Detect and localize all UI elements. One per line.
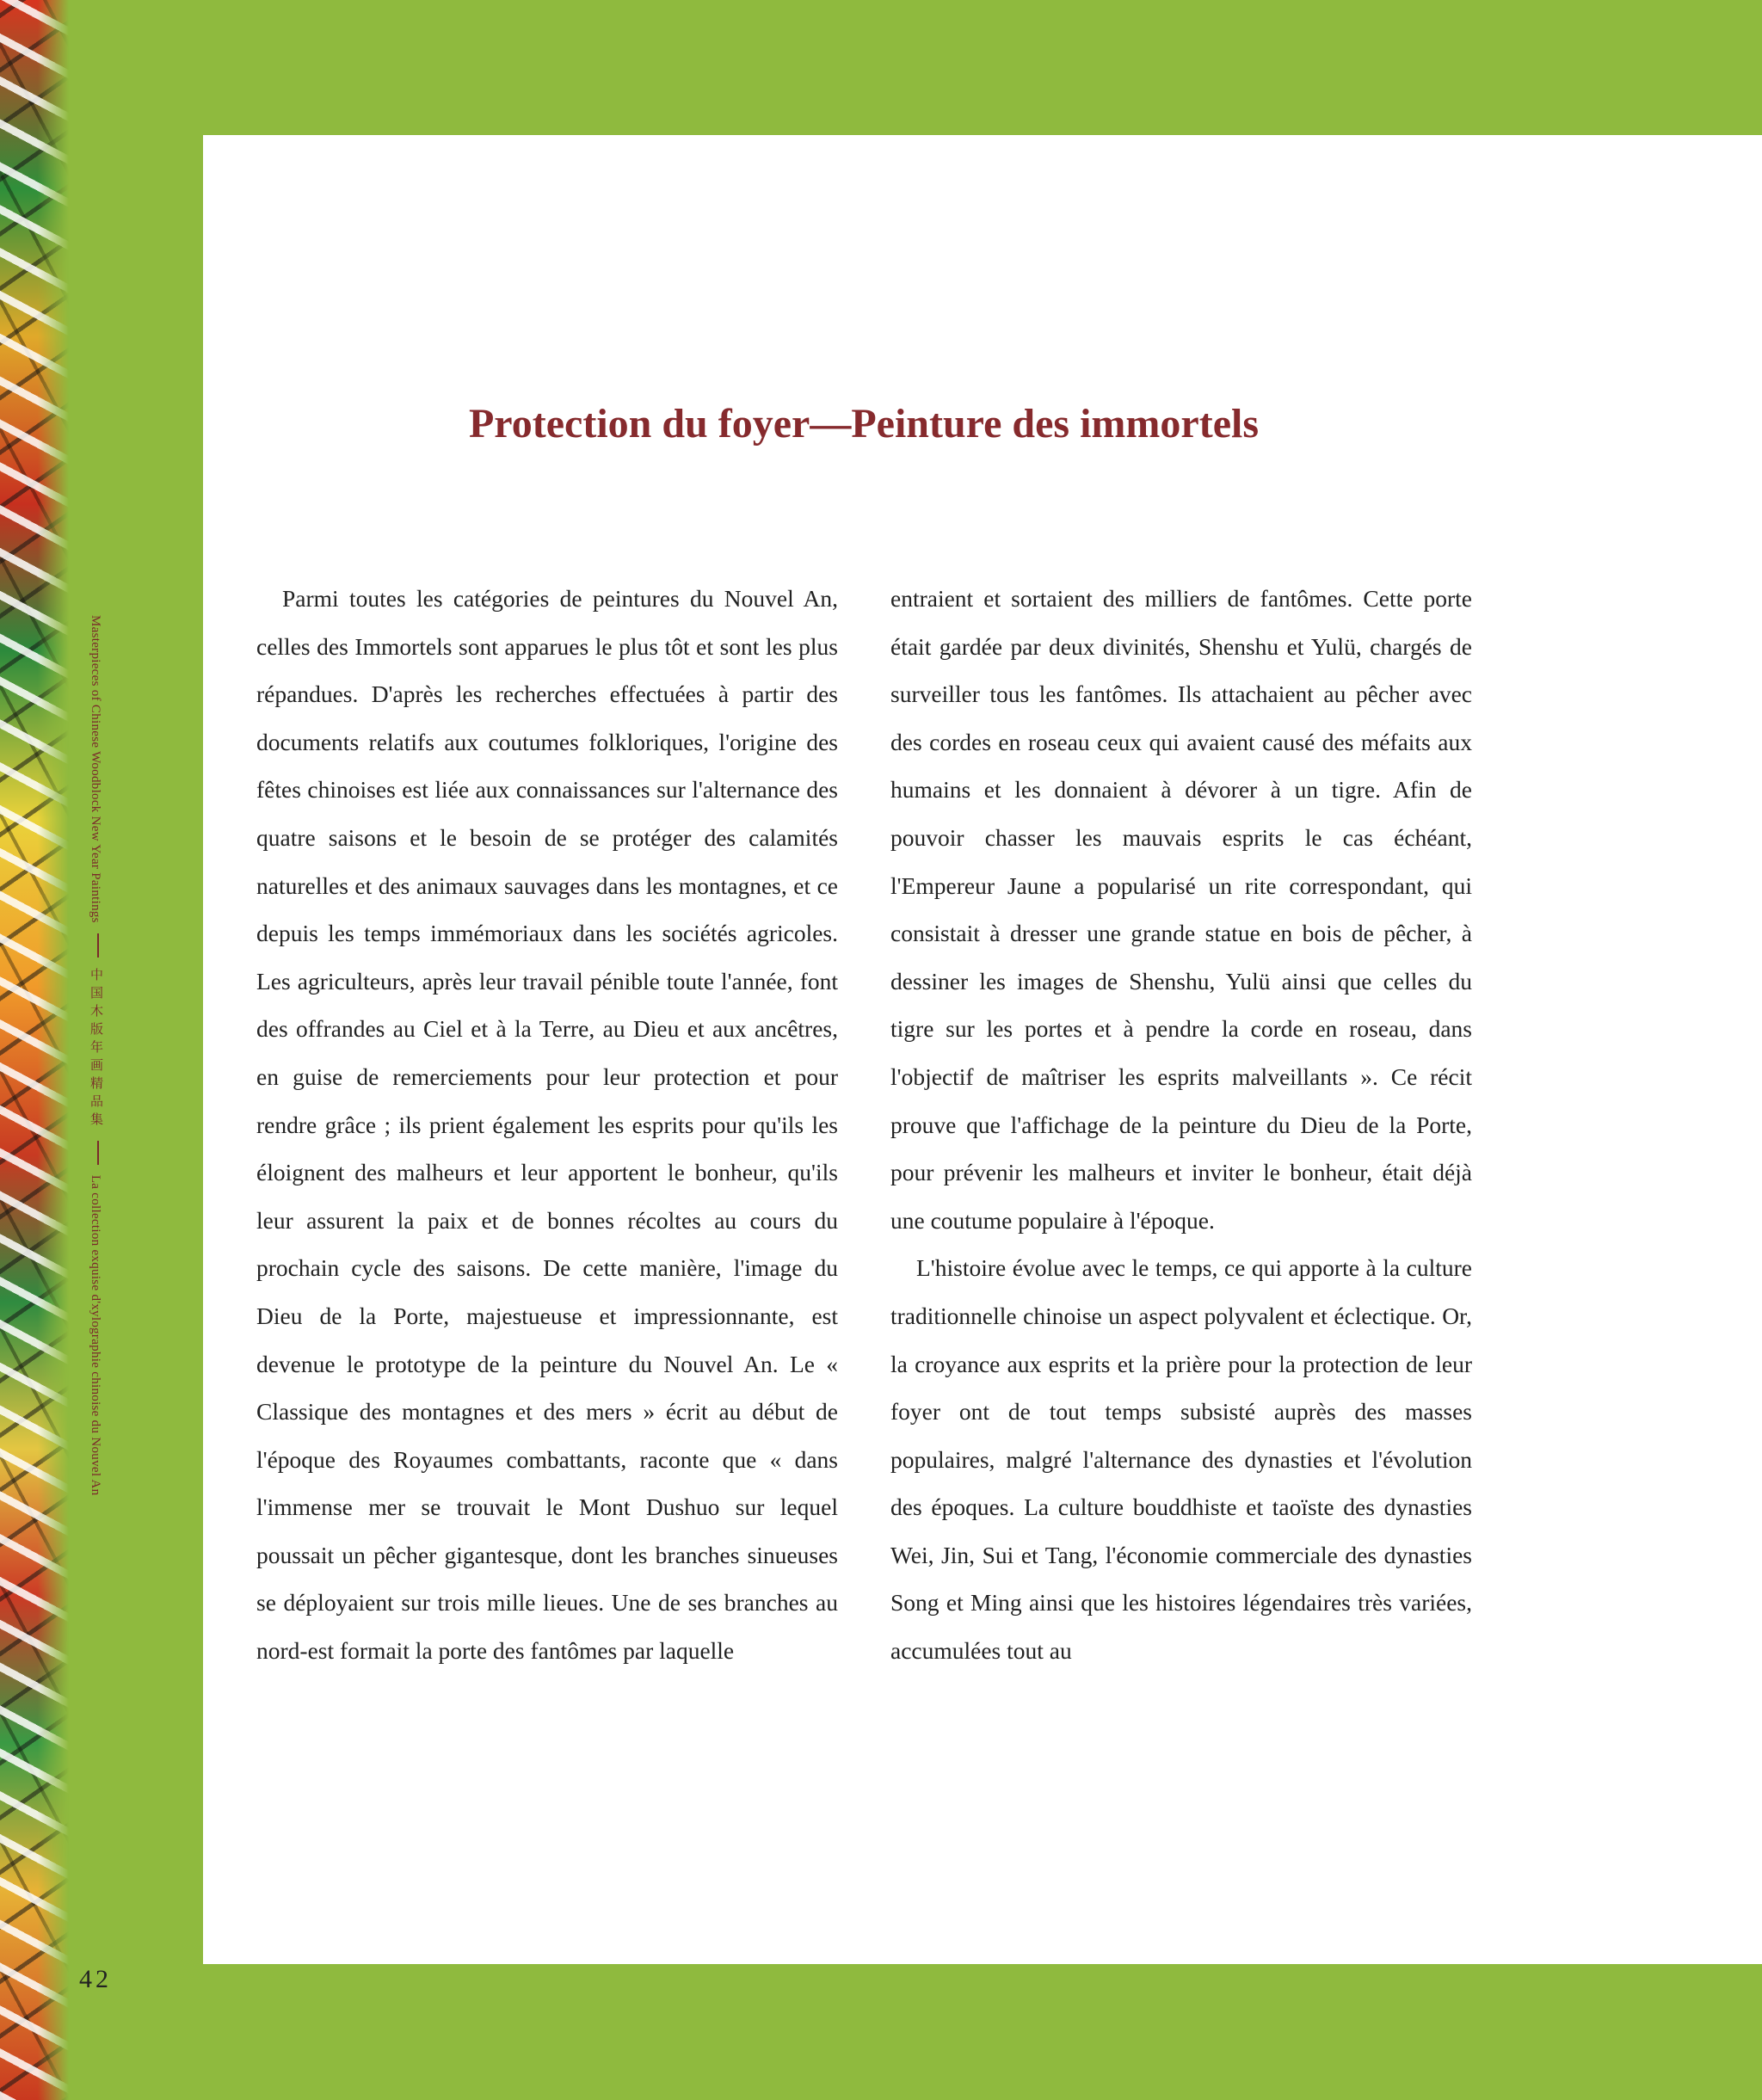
- side-caption-chinese: 中国木版年画精品集: [89, 967, 102, 1130]
- side-caption: [87, 615, 105, 1495]
- page-title: Protection du foyer—Peinture des immortels: [468, 401, 1260, 446]
- side-caption-english: Masterpieces of Chinese Woodblock New Year Paintings: [89, 615, 102, 923]
- text-column-left: [256, 575, 838, 1675]
- text-column-right: [890, 575, 1472, 1675]
- decorative-woodblock-strip: [0, 0, 69, 2100]
- side-caption-french: La collection exquise d'xylographie chinoise du Nouvel An: [89, 1174, 102, 1496]
- page-number: 42: [79, 1965, 112, 1993]
- paragraph: L'histoire évolue avec le temps, ce qui apporte à la culture traditionnelle chinoise un aspect polyvalent et éclectique. Or, la croyance aux esprits et la prière pour la protection de leur foyer ont de tout temps subsisté auprès des masses populaires, malgré l'alternance des dynasties et l'évolution des époques. La culture bouddhiste et taoïste des dynasties Wei, Jin, Sui et Tang, l'économie commerciale des dynasties Song et Ming ainsi que les histoires légendaires très variées, accumulées tout au: [890, 1254, 1472, 1665]
- paragraph: entraient et sortaient des milliers de fantômes. Cette porte était gardée par deux divinités, Shenshu et Yulü, chargés de surveiller tous les fantômes. Ils attachaient au pêcher avec des cordes en roseau ceux qui avaient causé des méfaits aux humains et les donnaient à dévorer à un tigre. Afin de pouvoir chasser les mauvais esprits le cas échéant, l'Empereur Jaune a popularisé un rite correspondant, qui consistait à dresser une grande statue en bois de pêcher, à dessiner les images de Shenshu, Yulü ainsi que celles du tigre sur les portes et à pendre la corde en roseau, dans l'objectif de maîtriser les esprits malveillants ». Ce récit prouve que l'affichage de la peinture du Dieu de la Porte, pour prévenir les malheurs et inviter le bonheur, était déjà une coutume populaire à l'époque.: [890, 585, 1472, 1234]
- paragraph: Parmi toutes les catégories de peintures du Nouvel An, celles des Immortels sont apparues le plus tôt et sont les plus répandues. D'après les recherches effectuées à partir des documents relatifs aux coutumes folkloriques, l'origine des fêtes chinoises est liée aux connaissances sur l'alternance des quatre saisons et le besoin de se protéger des calamités naturelles et des animaux sauvages dans les montagnes, et ce depuis les temps immémoriaux dans les sociétés agricoles. Les agriculteurs, après leur travail pénible toute l'année, font des offrandes au Ciel et à la Terre, au Dieu et aux ancêtres, en guise de remerciements pour leur protection et pour rendre grâce ; ils prient également les esprits pour qu'ils les éloignent des malheurs et leur apportent le bonheur, qu'ils leur assurent la paix et de bonnes récoltes au cours du prochain cycle des saisons. De cette manière, l'image du Dieu de la Porte, majestueuse et impressionnante, est devenue le prototype de la peinture du Nouvel An. Le « Classique des montagnes et des mers » écrit au début de l'époque des Royaumes combattants, raconte que « dans l'immense mer se trouvait le Mont Dushuo sur lequel poussait un pêcher gigantesque, dont les branches sinueuses se déployaient sur trois mille lieues. Une de ses branches au nord-est formait la porte des fantômes par laquelle: [256, 585, 838, 1665]
- caption-separator: [97, 1141, 99, 1165]
- caption-separator: [97, 933, 99, 958]
